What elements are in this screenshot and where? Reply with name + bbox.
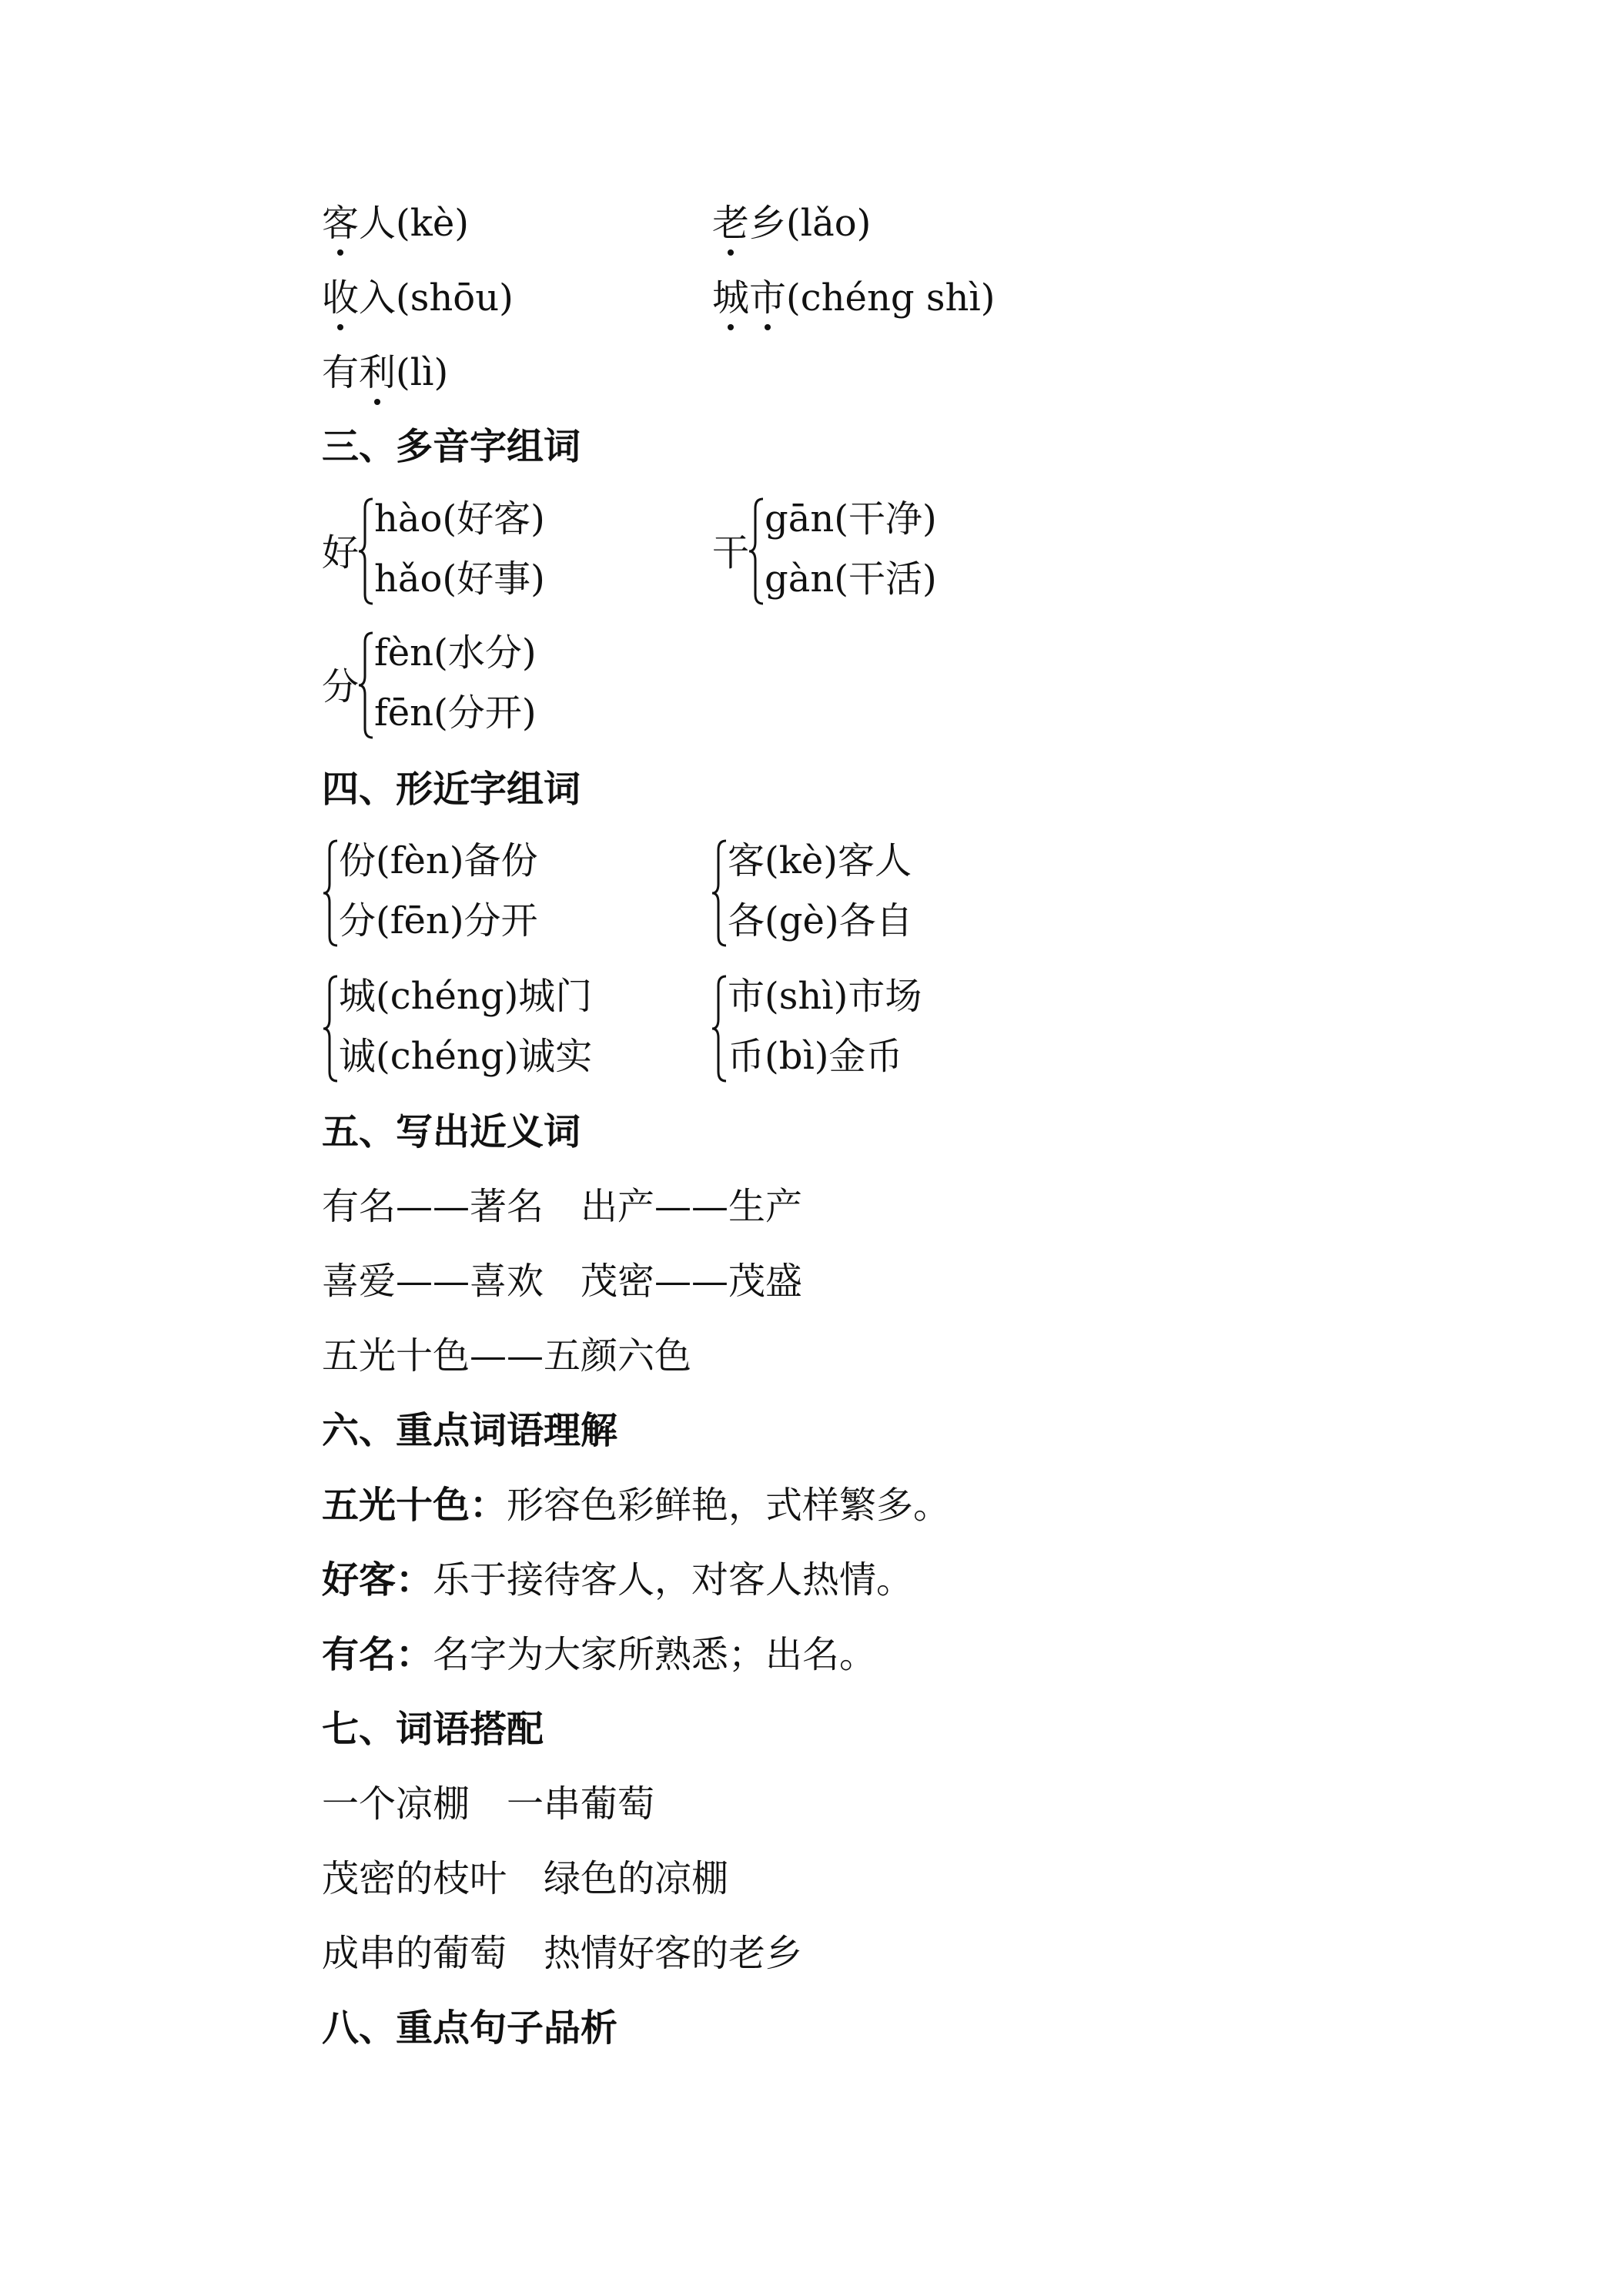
- term-definition: [322, 1555, 913, 1605]
- left-brace-icon: [323, 975, 340, 1083]
- polyphone-reading-2: hǎo(好事): [374, 557, 545, 601]
- synonym-line: 五光十色——五颜六色: [322, 1334, 692, 1377]
- section-heading-7: 七、词语搭配: [322, 1708, 544, 1751]
- similar-char-row-2: 分(fēn)分开: [339, 899, 538, 942]
- section-heading-4: 四、形近字组词: [322, 768, 581, 811]
- definition: 名字为大家所熟悉；出名。: [433, 1633, 877, 1676]
- pinyin-item-youli: 有利(lì): [322, 348, 448, 397]
- definition: 乐于接待客人，对客人热情。: [433, 1558, 914, 1602]
- term-definition: [322, 1630, 876, 1679]
- polyphone-reading-1: hào(好客): [374, 497, 545, 541]
- pinyin-item-laoxiang: 老乡(lǎo): [712, 199, 871, 248]
- left-brace-icon: [712, 839, 729, 947]
- dotted-char: 利: [359, 348, 396, 397]
- similar-char-row-2: 各(gè)各自: [728, 899, 913, 942]
- left-brace-icon: [712, 975, 729, 1083]
- section-heading-3: 三、多音字组词: [322, 425, 581, 468]
- dotted-char: 市: [749, 273, 786, 323]
- term-definition: [322, 1481, 950, 1530]
- pinyin-item-chengshi: 城市(chéng shì): [712, 273, 995, 323]
- term: 五光十色：: [322, 1484, 507, 1527]
- dotted-char: 老: [712, 199, 749, 248]
- synonym-line: 喜爱——喜欢 茂密——茂盛: [322, 1260, 803, 1303]
- polyphone-char: 好: [322, 531, 360, 574]
- dotted-char: 客: [322, 199, 359, 248]
- section-heading-6: 六、重点词语理解: [322, 1409, 618, 1452]
- collocation-line: 成串的葡萄 热情好客的老乡: [322, 1932, 803, 1975]
- similar-char-row-1: 客(kè)客人: [728, 839, 912, 882]
- pinyin-item-shouru: 收入(shōu): [322, 273, 514, 323]
- collocation-line: 一个凉棚 一串葡萄: [322, 1782, 655, 1826]
- dotted-char: 收: [322, 273, 359, 323]
- left-brace-icon: [749, 497, 766, 605]
- similar-char-row-1: 城(chéng)城门: [339, 975, 593, 1018]
- polyphone-char: 分: [322, 665, 360, 708]
- left-brace-icon: [323, 839, 340, 947]
- section-heading-5: 五、写出近义词: [322, 1110, 581, 1153]
- synonym-line: 有名——著名 出产——生产: [322, 1185, 803, 1228]
- polyphone-reading-2: gàn(干活): [765, 557, 937, 601]
- pinyin-item-keren: 客人(kè): [322, 199, 469, 248]
- polyphone-reading-2: fēn(分开): [374, 691, 537, 735]
- polyphone-reading-1: fèn(水分): [374, 631, 537, 674]
- similar-char-row-1: 份(fèn)备份: [339, 839, 538, 882]
- definition: 形容色彩鲜艳，式样繁多。: [507, 1484, 951, 1527]
- dotted-char: 城: [712, 273, 749, 323]
- left-brace-icon: [359, 631, 376, 739]
- polyphone-reading-1: gān(干净): [765, 497, 937, 541]
- term: 有名：: [322, 1633, 433, 1676]
- similar-char-row-1: 市(shì)市场: [728, 975, 922, 1018]
- section-heading-8: 八、重点句子品析: [322, 2006, 618, 2050]
- term: 好客：: [322, 1558, 433, 1602]
- collocation-line: 茂密的枝叶 绿色的凉棚: [322, 1857, 729, 1900]
- similar-char-row-2: 币(bì)金币: [728, 1035, 903, 1078]
- left-brace-icon: [359, 497, 376, 605]
- similar-char-row-2: 诚(chéng)诚实: [339, 1035, 593, 1078]
- polyphone-char: 干: [712, 531, 750, 574]
